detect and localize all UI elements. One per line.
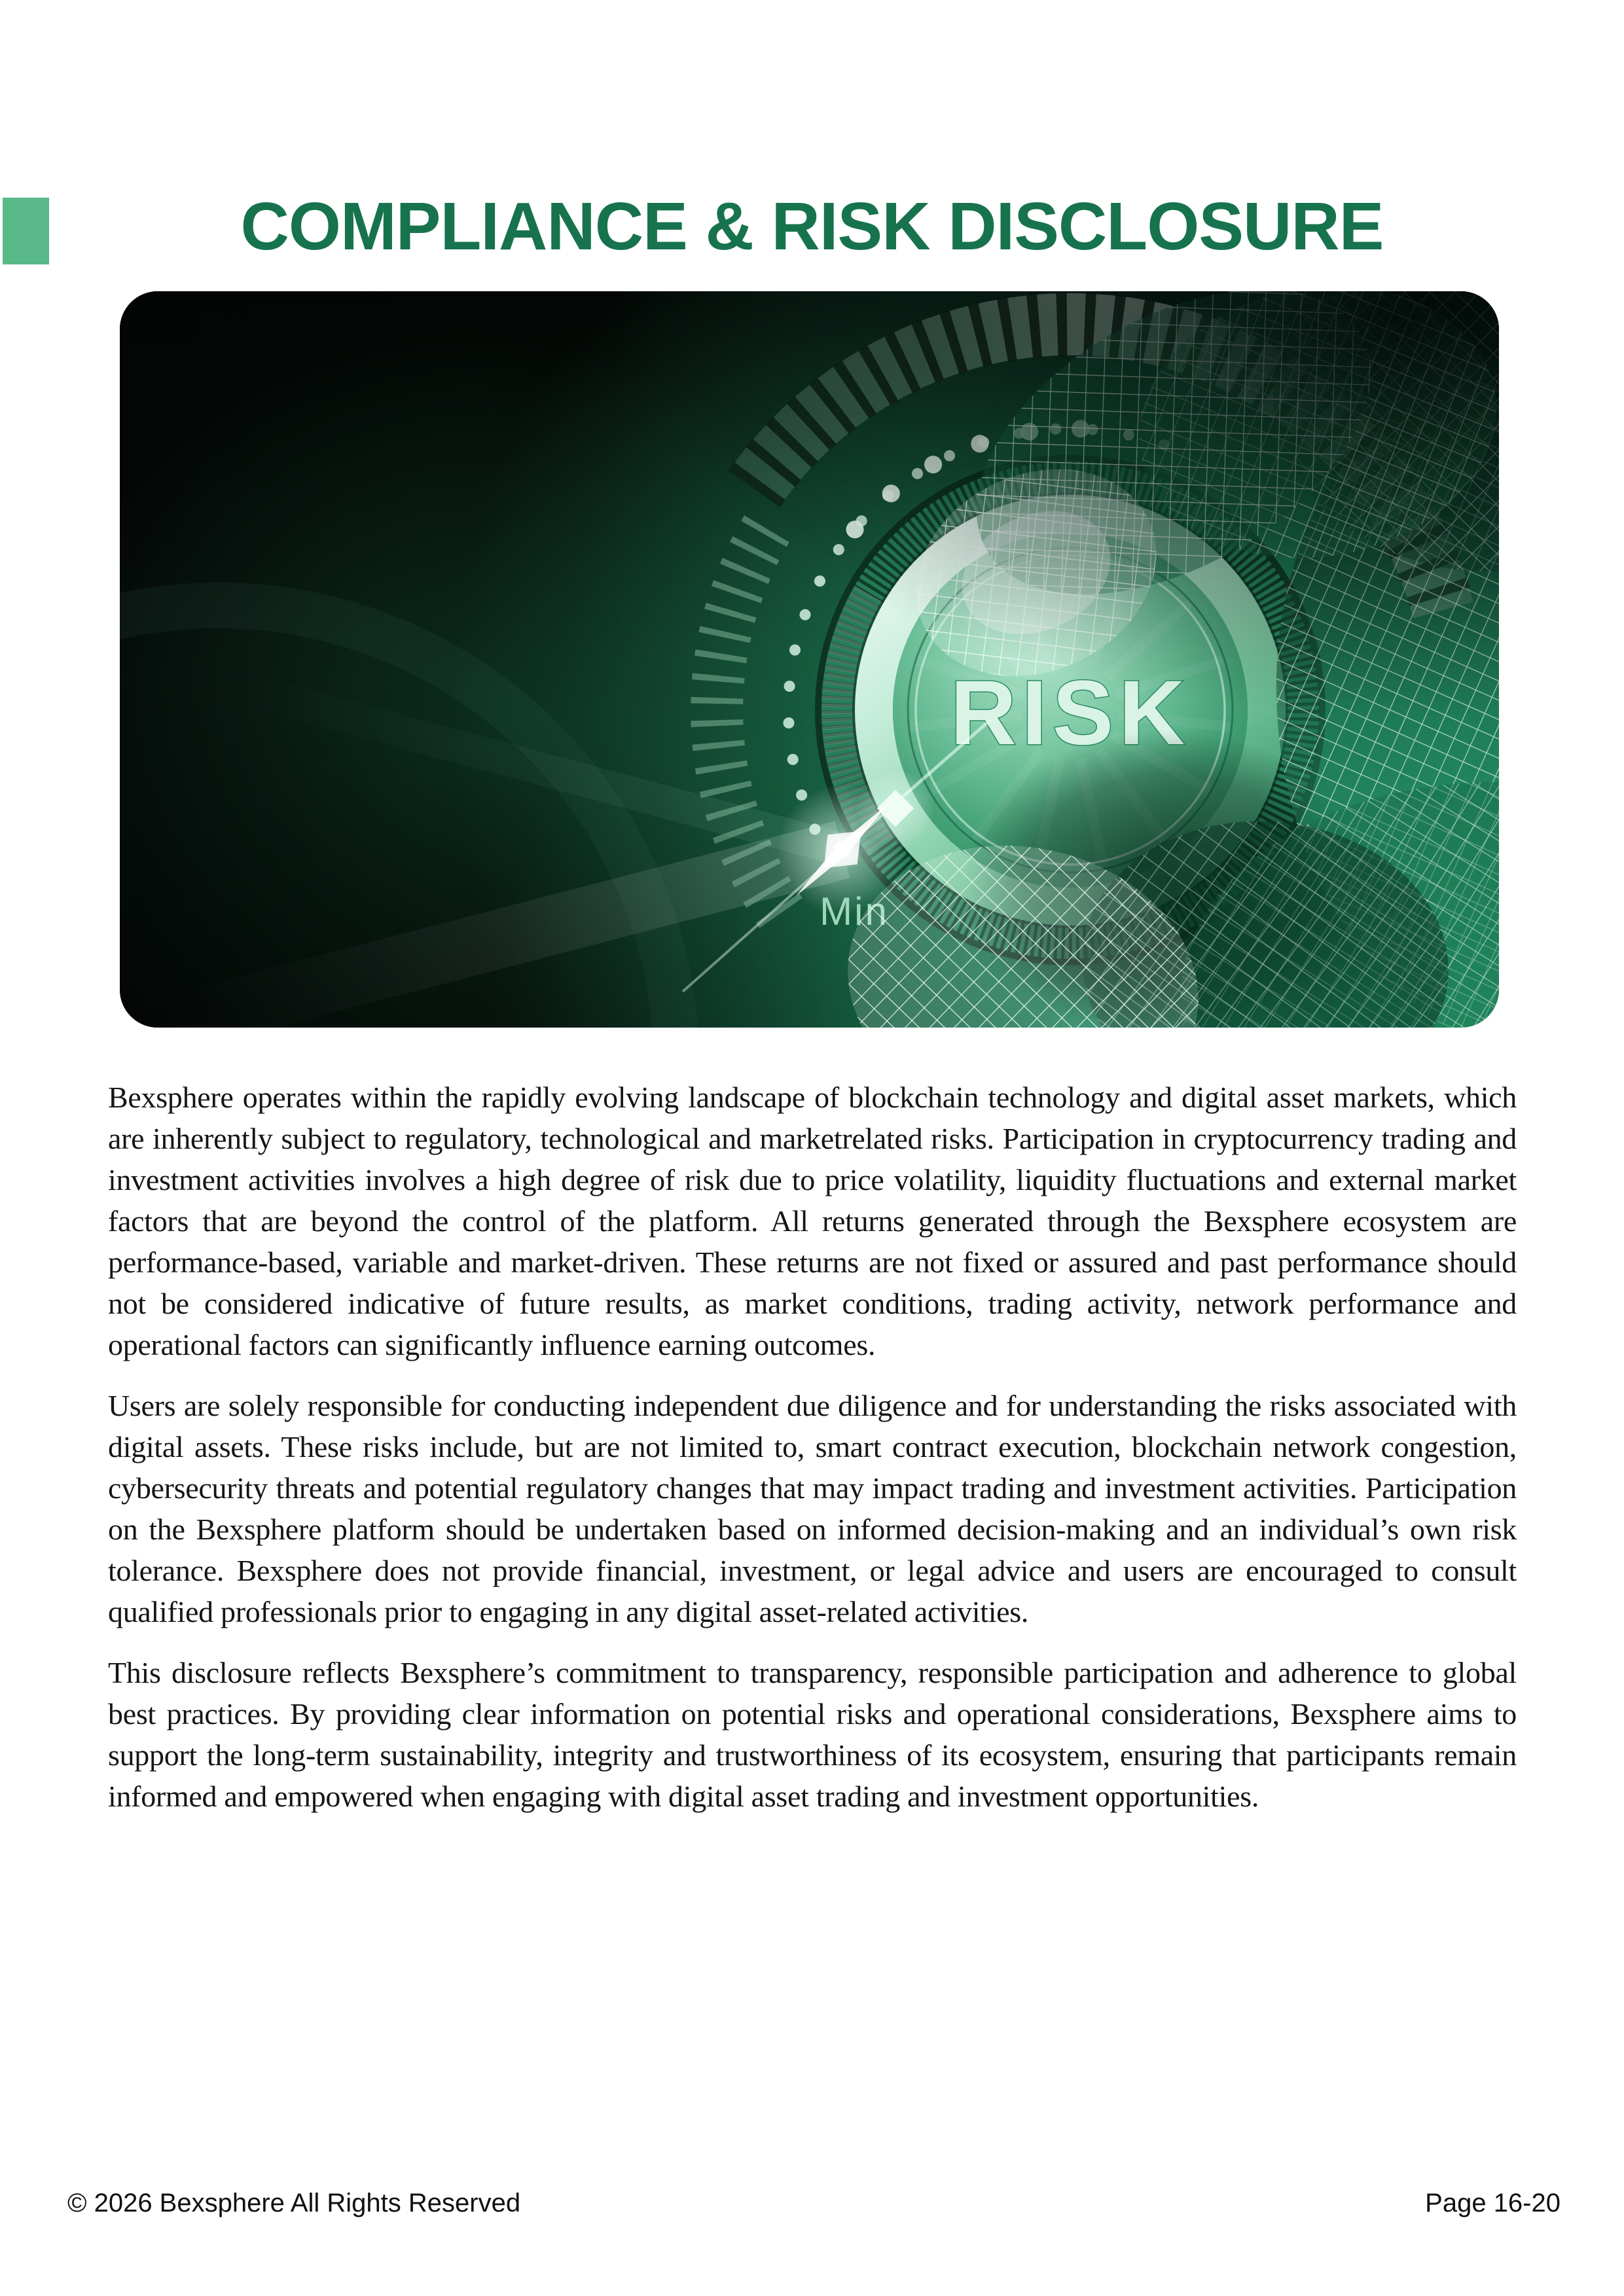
hero-image bbox=[120, 291, 1499, 1028]
vignettes bbox=[120, 291, 1499, 1028]
body-text bbox=[108, 1077, 1517, 1837]
copyright-text: © 2026 Bexsphere All Rights Reserved bbox=[67, 2189, 521, 2217]
paragraph-risk-overview: Bexsphere operates within the rapidly evolving landscape of blockchain technology and digital asset markets, which are inherently subject to regulatory, technological and marketrelated risks. Participation in cryptocurrency trading and investment activities involves a high degree of risk due to price volatility, liquidity fluctuations and external market factors that are beyond the control of the platform. All returns generated through the Bexsphere ecosystem are performance-based, variable and market-driven. These returns are not fixed or assured and past performance should not be considered indicative of future results, as market conditions, trading activity, network performance and operational factors can significantly influence earning outcomes. bbox=[108, 1081, 1517, 1361]
paragraph-user-responsibility: Users are solely responsible for conducting independent due diligence and for understanding the risks associated with digital assets. These risks include, but are not limited to, smart contract execution, blockchain network congestion, cybersecurity threats and potential regulatory changes that may impact trading and investment activities. Participation on the Bexsphere platform should be undertaken based on informed decision-making and an individual’s own risk tolerance. Bexsphere does not provide financial, investment, or legal advice and users are encouraged to consult qualified professionals prior to engaging in any digital asset-related activities. bbox=[108, 1389, 1517, 1628]
page-footer bbox=[67, 2187, 1561, 2219]
risk-dial-illustration bbox=[120, 291, 1499, 1028]
page-title: COMPLIANCE & RISK DISCLOSURE bbox=[240, 188, 1384, 264]
paragraph-transparency: This disclosure reflects Bexsphere’s commitment to transparency, responsible participation and adherence to global best practices. By providing clear information on potential risks and operational considerations, Bexsphere aims to support the long-term sustainability, integrity and trustworthiness of its ecosystem, ensuring that participants remain informed and empowered when engaging with digital asset trading and investment opportunities. bbox=[108, 1656, 1517, 1813]
page-number: Page 16-20 bbox=[1425, 2189, 1561, 2217]
